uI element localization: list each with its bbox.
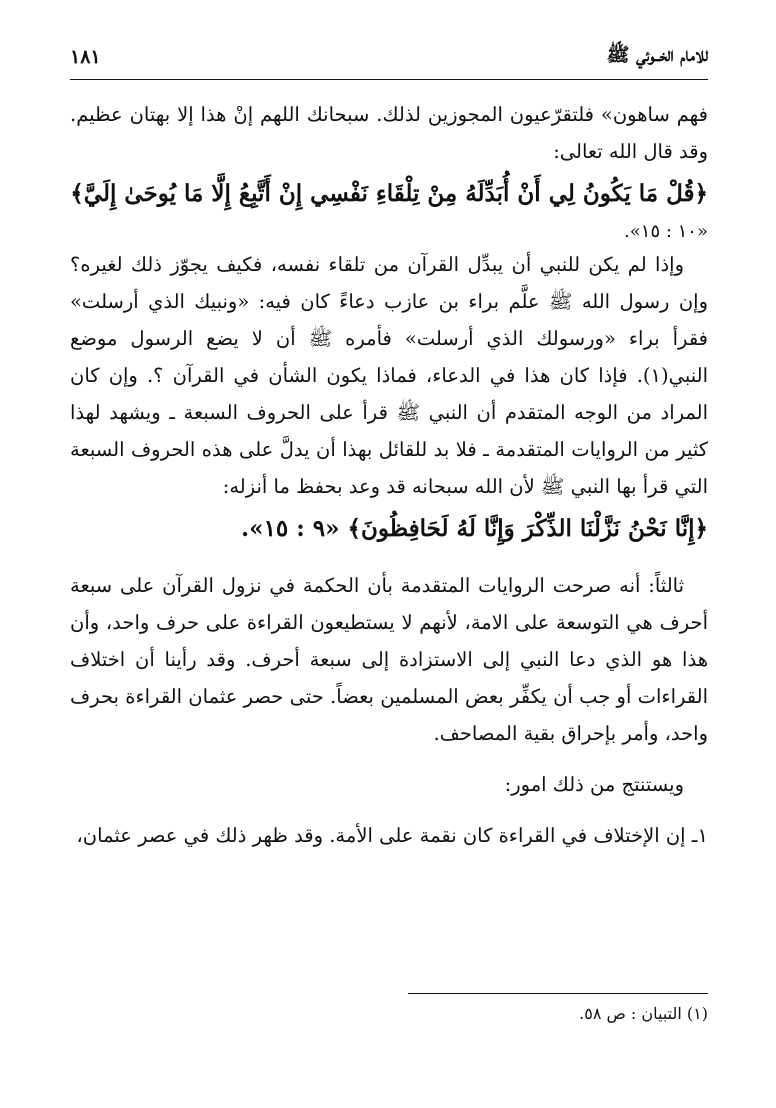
- quran-verse-2: ﴿إِنَّا نَحْنُ نَزَّلْنَا الذِّكْرَ وَإِنَّا لَهُ لَحَافِظُونَ﴾ «٩ : ١٥».: [241, 515, 708, 542]
- spacer: [70, 803, 708, 817]
- paragraph-1: فهم ساهون» فلتقرّعيون المجوزين لذلك. سبحانك اللهم إنْ هذا إلا بهتان عظيم. وقد قال الله تعالى:: [70, 103, 708, 163]
- footnote: (١) التبيان : ص ٥٨.: [579, 1004, 708, 1023]
- quran-verse-1: ﴿قُلْ مَا يَكُونُ لِي أَنْ أُبَدِّلَهُ مِنْ تِلْقَاءِ نَفْسِي إِنْ أَتَّبِعُ إِلَّا مَا يُوحَىٰ إِلَيَّ﴾: [70, 180, 708, 207]
- paragraph-3: ثالثاً: أنه صرحت الروايات المتقدمة بأن الحكمة في نزول القرآن على سبعة أحرف هي التوسعة على الامة، لأنهم لا يستطيعون القراءة على حرف واحد، وأن هذا هو الذي دعا النبي إلى الاستزادة إلى سبعة أحرف. وقد رأينا أن اختلاف القراءات أو جب أن يكفِّر بعض المسلمين بعضاً. حتى حصر عثمان القراءة بحرف واحد، وأمر بإحراق بقية المصاحف.: [70, 574, 708, 745]
- spacer: [70, 553, 708, 567]
- paragraph-4: ويستنتج من ذلك امور:: [504, 773, 684, 796]
- footnote-rule: [408, 993, 708, 994]
- verse-1-reference: «١٠ : ١٥».: [624, 221, 708, 242]
- page-number: ١٨١: [70, 46, 101, 68]
- header-rule: [70, 79, 708, 80]
- main-text: [70, 96, 708, 854]
- paragraph-5: ١ـ إن الإختلاف في القراءة كان نقمة على الأمة. وقد ظهر ذلك في عصر عثمان،: [76, 824, 708, 847]
- running-title: للامام الخــوئي ﷺ: [606, 44, 708, 66]
- paragraph-2: وإذا لم يكن للنبي أن يبدِّل القرآن من تلقاء نفسه، فكيف يجوّز ذلك لغيره؟ وإن رسول الله ﷺ علَّم براء بن عازب دعاءً كان فيه: «ونبيك الذي أرسلت» فقرأ براء «ورسولك الذي أرسلت» فأمره ﷺ أن لا يضع الرسول موضع النبي(١). فإذا كان هذا في الدعاء، فماذا يكون الشأن في القرآن ؟. وإن كان المراد من الوجه المتقدم أن النبي ﷺ قرأ على الحروف السبعة ـ ويشهد لهذا كثير من الروايات المتقدمة ـ فلا بد للقائل بهذا أن يدلَّ على هذه الحروف السبعة التي قرأ بها النبي ﷺ لأن الله سبحانه قد وعد بحفظ ما أنزله:: [70, 253, 708, 498]
- spacer: [70, 752, 708, 766]
- page-header: [70, 34, 708, 80]
